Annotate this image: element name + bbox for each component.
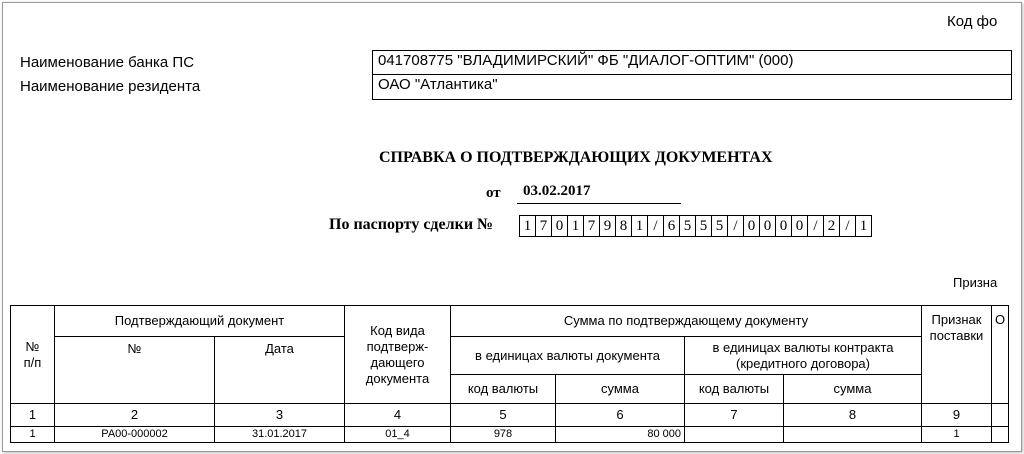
- col-num-2: п/п: [23, 354, 42, 370]
- col-summa-1: сумма: [556, 375, 685, 404]
- col-contract-currency-header: в единицах валюты контракта (кредитного договора): [685, 337, 922, 375]
- passport-char: 0: [792, 216, 808, 236]
- cell-cut: [992, 427, 1009, 443]
- col-number: 2: [55, 404, 215, 427]
- column-numbers-row: [11, 404, 1009, 427]
- cell-doc-no: РА00-000002: [55, 427, 215, 443]
- passport-char: /: [648, 216, 664, 236]
- resident-name-value: ОАО "Атлантика": [378, 76, 498, 93]
- col-num-1: №: [25, 338, 40, 354]
- cell-n: 1: [11, 427, 55, 443]
- col-number: 5: [451, 404, 556, 427]
- document-title: СПРАВКА О ПОДТВЕРЖДАЮЩИХ ДОКУМЕНТАХ: [379, 149, 773, 166]
- bank-name-label: Наименование банка ПС: [20, 54, 195, 71]
- passport-char: 0: [776, 216, 792, 236]
- col-kod-valuty-2: код валюты: [685, 375, 784, 404]
- passport-char: 7: [584, 216, 600, 236]
- col-doc-header: Подтверждающий документ: [55, 306, 345, 337]
- col-doc-currency-header: в единицах валюты документа: [451, 337, 685, 375]
- cell-currency: 978: [451, 427, 556, 443]
- passport-char: 5: [680, 216, 696, 236]
- col-number: 8: [784, 404, 922, 427]
- col-summa-header: Сумма по подтверждающему документу: [451, 306, 922, 337]
- passport-char: 1: [632, 216, 648, 236]
- bank-name-field: [372, 50, 1012, 75]
- col-doc-no-header: №: [55, 337, 215, 404]
- bank-name-value: 041708775 "ВЛАДИМИРСКИЙ" ФБ "ДИАЛОГ-ОПТИМ" (000): [378, 52, 794, 69]
- col-num-header: [11, 306, 55, 404]
- date-field: [517, 183, 681, 204]
- table-row: [11, 427, 1009, 443]
- passport-char: /: [840, 216, 856, 236]
- passport-char: 1: [859, 218, 868, 234]
- col-doc-date-header: Дата: [215, 337, 345, 404]
- passport-char: 5: [712, 216, 728, 236]
- col-number: 9: [922, 404, 992, 427]
- col-number: 6: [556, 404, 685, 427]
- col-kod-valuty-1: код валюты: [451, 375, 556, 404]
- passport-char: 7: [536, 216, 552, 236]
- col-number: 1: [11, 404, 55, 427]
- passport-char: /: [728, 216, 744, 236]
- passport-char: 5: [696, 216, 712, 236]
- col-number: 3: [215, 404, 345, 427]
- cell-sum: 80 000: [556, 427, 685, 443]
- document-page: [2, 2, 1022, 452]
- cell-priznak: 1: [922, 427, 992, 443]
- cell-doc-date: 31.01.2017: [215, 427, 345, 443]
- passport-char: 0: [744, 216, 760, 236]
- passport-label: По паспорту сделки №: [329, 216, 494, 233]
- passport-char: 9: [600, 216, 616, 236]
- passport-number-cells: [519, 215, 872, 237]
- passport-char: 1: [520, 216, 536, 236]
- cell-sum-contract: [784, 427, 922, 443]
- header-row-2: [11, 337, 1009, 375]
- col-summa-2: сумма: [784, 375, 922, 404]
- cell-kod: 01_4: [345, 427, 451, 443]
- passport-char: 8: [616, 216, 632, 236]
- cell-currency-contract: [685, 427, 784, 443]
- documents-table: [10, 305, 1009, 443]
- date-value: 03.02.2017: [523, 183, 591, 199]
- passport-char: 2: [824, 216, 840, 236]
- header-row-1: [11, 306, 1009, 337]
- resident-name-label: Наименование резидента: [20, 78, 201, 95]
- priznak-label-cut: Призна: [953, 275, 998, 290]
- resident-name-field: [372, 75, 1012, 100]
- passport-char: 1: [568, 216, 584, 236]
- col-kod-vida-header: Код вида подтверж-дающего документа: [345, 306, 451, 404]
- form-code-label: Код фо: [947, 13, 998, 30]
- col-number: 7: [685, 404, 784, 427]
- passport-char: 0: [760, 216, 776, 236]
- col-cut-header: О: [992, 306, 1009, 404]
- passport-char: /: [808, 216, 824, 236]
- passport-char: 6: [664, 216, 680, 236]
- passport-char: 0: [552, 216, 568, 236]
- col-number: 4: [345, 404, 451, 427]
- date-prefix: от: [486, 185, 501, 201]
- col-number-empty: [992, 404, 1009, 427]
- col-priznak-header: Признак поставки: [922, 306, 992, 404]
